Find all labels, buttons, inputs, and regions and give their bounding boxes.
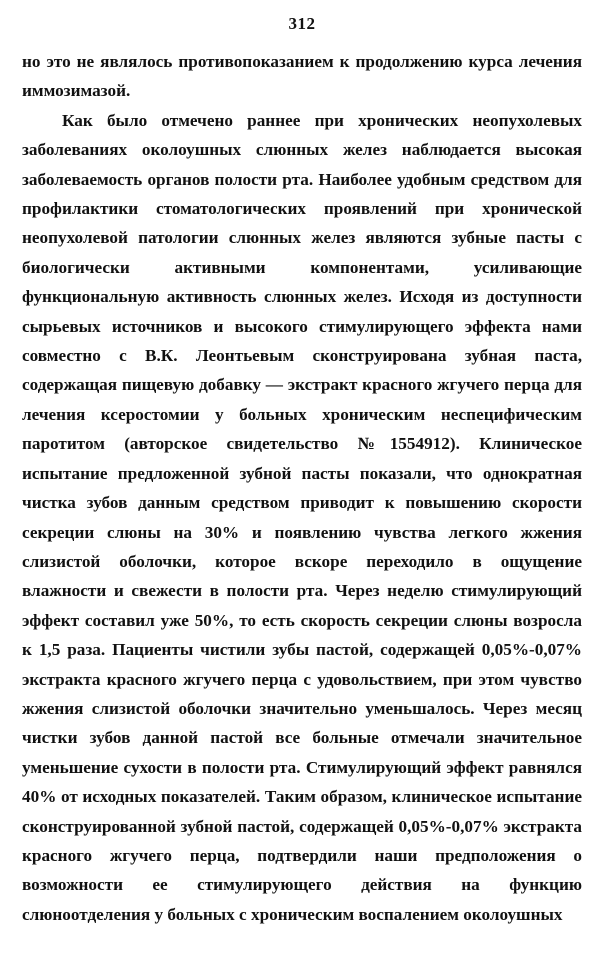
body-text: [22, 47, 582, 929]
paragraph-continuation: но это не являлось противопоказанием к продолжению курса лечения иммозимазой.: [22, 52, 582, 101]
paragraph-main: Как было отмечено раннее при хронических неопухолевых заболеваниях околоушных слюнных желез наблюдается высокая заболеваемость органов полости рта. Наиболее удобным средством для профилактики стоматологических проявлений при хронической неопухолевой патологии слюнных желез являются зубные пасты с биологически активными компонентами, усиливающие функциональную активность слюнных желез. Исходя из доступности сырьевых источников и высокого стимулирующего эффекта нами совместно с В.К. Леонтьевым сконструирована зубная паста, содержащая пищевую добавку — экстракт красного жгучего перца для лечения ксеростомии у больных хроническим неспецифическим паротитом (авторское свидетельство №1554912). Клиническое испытание предложенной зубной пасты показали, что однократная чистка зубов данным средством приводит к повышению скорости секреции слюны на 30% и появлению чувства легкого жжения слизистой оболочки, которое вскоре переходило в ощущение влажности и свежести в полости рта. Через неделю стимулирующий эффект составил уже 50%, то есть скорость секреции слюны возросла к 1,5 раза. Пациенты чистили зубы пастой, содержащей 0,05%-0,07% экстракта красного жгучего перца с удовольствием, при этом чувство жжения слизистой оболочки значительно уменьшалось. Через месяц чистки зубов данной пастой все больные отмечали значительное уменьшение сухости в полости рта. Стимулирующий эффект равнялся 40% от исходных показателей. Таким образом, клиническое испытание сконструированной зубной пастой, содержащей 0,05%-0,07% экстракта красного жгучего перца, подтвердили наши предположения о возможности ее стимулирующего действия на функцию слюноотделения у больных с хроническим воспалением околоушных: [22, 110, 582, 924]
page-number: 312: [288, 14, 316, 33]
